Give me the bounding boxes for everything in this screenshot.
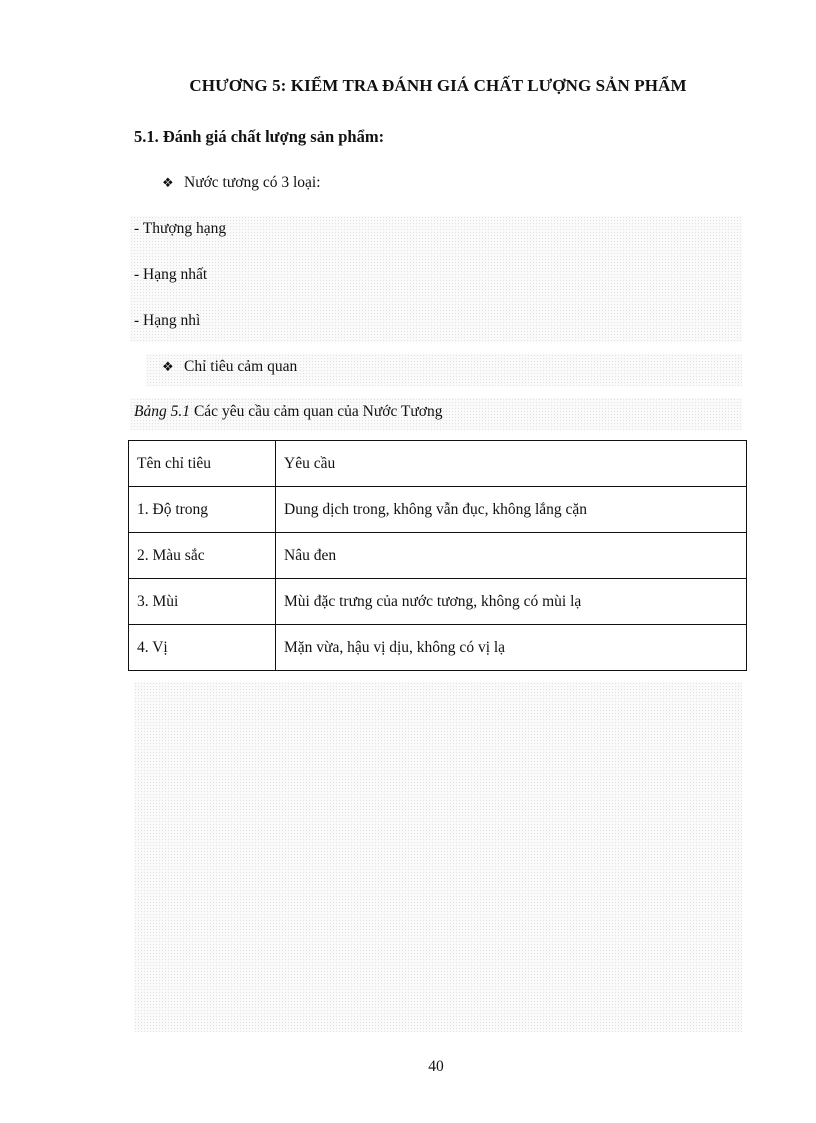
bullet-types-text: Nước tương có 3 loại: bbox=[184, 174, 321, 191]
diamond-bullet-icon: ❖ bbox=[162, 360, 174, 375]
table-cell: Mặn vừa, hậu vị dịu, không có vị lạ bbox=[276, 625, 747, 671]
table-header-row bbox=[129, 441, 747, 487]
table-row bbox=[129, 533, 747, 579]
table-row bbox=[129, 579, 747, 625]
table-cell: Nâu đen bbox=[276, 533, 747, 579]
table-cell: 1. Độ trong bbox=[129, 487, 276, 533]
grade-item: - Hạng nhì bbox=[134, 312, 201, 329]
grade-item: - Thượng hạng bbox=[134, 220, 227, 237]
bullet-sensory bbox=[162, 358, 297, 376]
chapter-title: CHƯƠNG 5: KIỂM TRA ĐÁNH GIÁ CHẤT LƯỢNG SẢN PHẨM bbox=[189, 76, 687, 95]
table-caption bbox=[134, 403, 443, 421]
table-header-cell: Yêu cầu bbox=[276, 441, 747, 487]
table-caption-label: Bảng 5.1 bbox=[134, 403, 190, 420]
diamond-bullet-icon: ❖ bbox=[162, 176, 174, 191]
bullet-sensory-text: Chỉ tiêu cảm quan bbox=[184, 358, 298, 375]
table-cell: Dung dịch trong, không vẫn đục, không lắng cặn bbox=[276, 487, 747, 533]
table-cell: 4. Vị bbox=[129, 625, 276, 671]
table-row bbox=[129, 487, 747, 533]
table-cell: 3. Mùi bbox=[129, 579, 276, 625]
grade-item: - Hạng nhất bbox=[134, 266, 208, 283]
bullet-types bbox=[162, 174, 321, 192]
table-caption-text: Các yêu cầu cảm quan của Nước Tương bbox=[193, 403, 443, 420]
table-cell: 2. Màu sắc bbox=[129, 533, 276, 579]
table-row bbox=[129, 625, 747, 671]
page-number: 40 bbox=[428, 1058, 444, 1075]
table-header-cell: Tên chỉ tiêu bbox=[129, 441, 276, 487]
table-cell: Mùi đặc trưng của nước tương, không có mùi lạ bbox=[276, 579, 747, 625]
blank-shaded-area bbox=[134, 682, 742, 1032]
sensory-requirements-table bbox=[128, 440, 747, 671]
section-heading: 5.1. Đánh giá chất lượng sản phẩm: bbox=[134, 127, 385, 146]
